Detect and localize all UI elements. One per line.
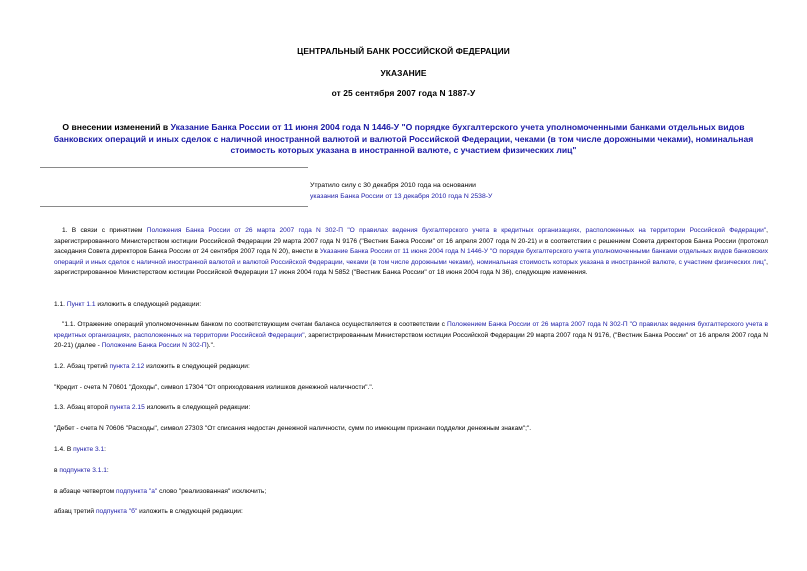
paragraph-1-1 [54, 300, 201, 310]
paragraph-1-2 [54, 362, 250, 372]
lost-force-text: Утратило силу с 30 декабря 2010 года на основании [310, 182, 476, 189]
p1-link-regulation[interactable]: Положения Банка России от 26 марта 2007 года N 302-П "О правилах ведения бухгалтерского учета в кредитных организациях, расположенных на территории Российской Федерации" [146, 227, 767, 234]
divider-bottom [40, 206, 308, 207]
q11-text-c: ).". [206, 342, 215, 350]
q11-text-a: "1.1. Отражение операций уполномоченным банком по соответствующим счетам баланса осуществляется в соответствии с [62, 321, 447, 328]
p14a-text-b: : [106, 467, 109, 474]
p12-text-a: 1.2. Абзац третий [54, 363, 110, 370]
p1-text-c: , зарегистрированное Министерством юстиции Российской Федерации 17 июня 2004 года N 5852 ("Вестник Банка России" от 18 июня 2004 года N 36), следующие изменения. [54, 258, 768, 277]
p12-link[interactable]: пункта 2.12 [109, 363, 145, 370]
p13-text-a: 1.3. Абзац второй [54, 404, 110, 411]
bank-heading: ЦЕНТРАЛЬНЫЙ БАНК РОССИЙСКОЙ ФЕДЕРАЦИИ [297, 46, 510, 56]
p14c-text-b: изложить в следующей редакции: [137, 508, 243, 515]
p14-text-a: 1.4. В [54, 446, 74, 453]
p14b-text-b: слово "реализованная" исключить; [157, 488, 267, 495]
p12-text-b: изложить в следующей редакции: [144, 363, 250, 370]
p14c-text-a: абзац третий [54, 508, 96, 515]
quote-1-2: "Кредит - счета N 70601 "Доходы", символ 17304 "От оприходования излишков денежной наличности".". [54, 384, 374, 391]
p14b-link[interactable]: подпункта "а" [116, 488, 158, 495]
paragraph-1-4-c [54, 507, 243, 517]
p14a-text-a: в [54, 467, 60, 474]
paragraph-1-4-a [54, 466, 109, 476]
p11-text-b: изложить в следующей редакции: [95, 301, 202, 308]
q11-link-regulation[interactable]: Положением Банка России от 26 марта 2007 года N 302-П "О правилах ведения бухгалтерского учета в кредитных организациях, расположенных на территории Российской Федерации" [54, 321, 768, 339]
p13-link[interactable]: пункта 2.15 [109, 404, 145, 411]
p1-link-instruction[interactable]: Указание Банка России от 11 июня 2004 года N 1446-У "О порядке бухгалтерского учета уполномоченными банками отдельных видов банковских операций и иных сделок с наличной иностранной валютой и валютой Российской Федерации, чеками (в том числе дорожными чеками), номинальная стоимость которых указана в иностранной валюте, с участием физических лиц" [54, 248, 768, 266]
paragraph-1 [54, 226, 768, 279]
lost-force-note [310, 180, 500, 202]
quote-1-1 [54, 320, 768, 352]
q11-link-short[interactable]: Положение Банка России N 302-П [101, 342, 207, 350]
divider-top [40, 167, 308, 168]
paragraph-1-4-b [54, 487, 266, 497]
quote-1-3: "Дебет - счета N 70606 "Расходы", символ 27303 "От списания недостач денежной наличности, сумм по имеющим признаки подделки денежным знакам";". [54, 425, 532, 432]
p1-text-b: , зарегистрированного Министерством юстиции Российской Федерации 29 марта 2007 года N 9176 ("Вестник Банка России" от 16 апреля 2007 года N 20-21) и в соответствии с решением Совета директоров Банка России (протокол заседания Совета директоров Банка России от 24 сентября 2007 года N 20), внести в [54, 227, 768, 256]
p14-link[interactable]: пункте 3.1 [73, 446, 105, 453]
p14c-link[interactable]: подпункта "б" [95, 508, 138, 515]
paragraph-1-3 [54, 403, 250, 413]
title-prefix: О внесении изменений в [62, 122, 171, 132]
p1-text-a: 1. В связи с принятием [62, 227, 147, 234]
p14-text-b: : [104, 446, 106, 453]
lost-force-link[interactable]: указания Банка России от 13 декабря 2010 года N 2538-У [310, 193, 493, 200]
p14a-link[interactable]: подпункте 3.1.1 [59, 467, 107, 474]
document-title [40, 122, 767, 157]
p11-link[interactable]: Пункт 1.1 [66, 301, 96, 308]
p13-text-b: изложить в следующей редакции: [144, 404, 251, 411]
title-link[interactable]: Указание Банка России от 11 июня 2004 года N 1446-У "О порядке бухгалтерского учета уполномоченными банками отдельных видов банковских операций и иных сделок с наличной иностранной валютой и валютой Российской Федерации, чеками (в том числе дорожными чеками), номинальная стоимость которых указана в иностранной валюте, с участием физических лиц" [53, 122, 754, 156]
document-date-number: от 25 сентября 2007 года N 1887-У [331, 88, 476, 98]
q11-text-b: , зарегистрированным Министерством юстиции Российской Федерации 29 марта 2007 года N 9176, ("Вестник Банка России" от 16 апреля 2007 года N 20-21) (далее - [54, 331, 768, 350]
p14b-text-a: в абзаце четвертом [54, 488, 117, 495]
paragraph-1-4 [54, 445, 106, 455]
document-type: УКАЗАНИЕ [380, 68, 427, 78]
p11-text-a: 1.1. [54, 301, 67, 308]
